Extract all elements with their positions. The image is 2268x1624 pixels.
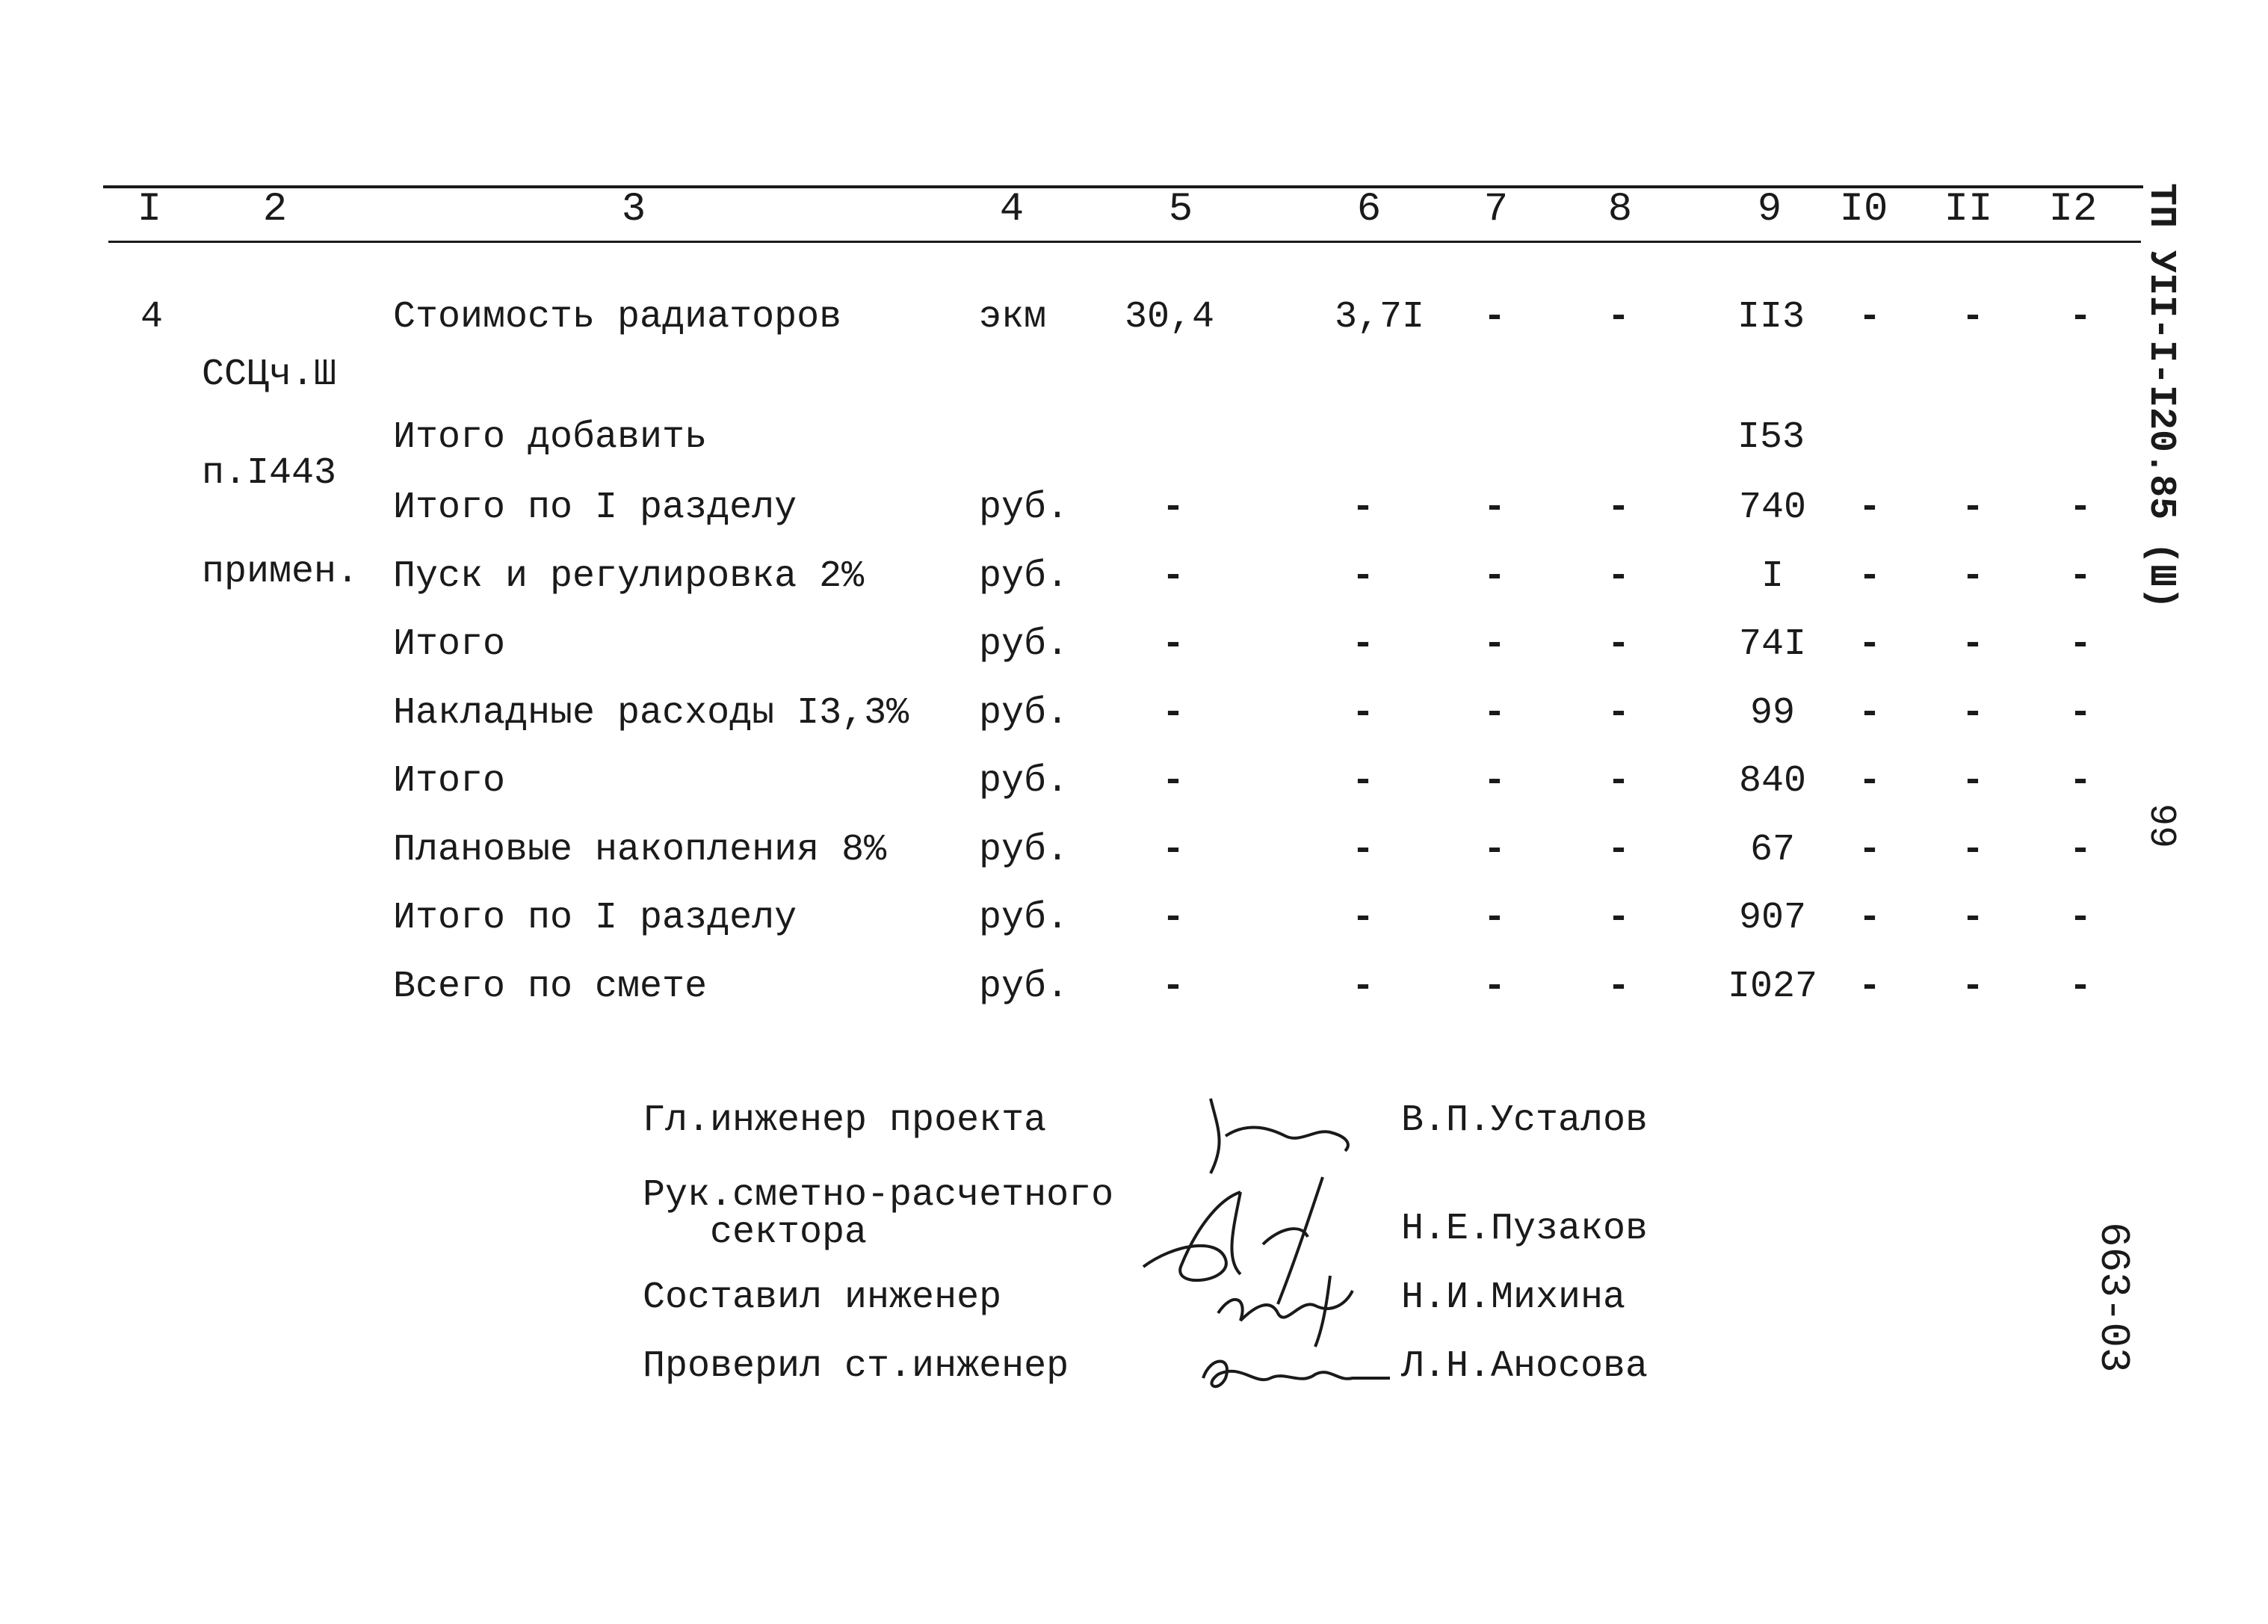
row-c5: - [1161, 555, 1185, 598]
row-c11: - [1961, 760, 1985, 803]
reference-line: п.I443 [202, 452, 337, 495]
row-c7: - [1483, 966, 1507, 1008]
document-code: ТП УII-I-I20.85 (Ш) [2139, 183, 2182, 610]
table-row [0, 416, 2137, 475]
row-c10: - [1858, 829, 1882, 871]
row-c11: - [1961, 829, 1985, 871]
signature-name: Л.Н.Аносова [1401, 1345, 1649, 1388]
row-unit: руб. [979, 760, 1069, 803]
row-c11: - [1961, 966, 1985, 1008]
row-c11: - [1961, 555, 1985, 598]
row-c9: 840 [1738, 760, 1807, 803]
row-name: Плановые накопления 8% [393, 829, 887, 871]
row-c9: I027 [1727, 966, 1818, 1008]
row-name: Пуск и регулировка 2% [393, 555, 865, 598]
row-name: Стоимость радиаторов [393, 296, 842, 339]
row-c5: - [1161, 487, 1185, 529]
row-name: Всего по смете [393, 966, 708, 1008]
row-c9: 67 [1749, 829, 1796, 871]
row-c9: 74I [1738, 623, 1807, 666]
row-c8: - [1607, 897, 1631, 939]
header-col-3: 3 [621, 187, 646, 232]
row-c9: 99 [1749, 692, 1796, 735]
row-c7: - [1483, 555, 1507, 598]
row-c11: - [1961, 897, 1985, 939]
row-name: Итого [393, 623, 506, 666]
header-col-4: 4 [999, 187, 1025, 232]
album-code: 663-03 [2089, 1222, 2137, 1373]
table-row [0, 551, 2137, 614]
row-c12: - [2068, 760, 2092, 803]
row-c8: - [1607, 296, 1631, 339]
row-c6: - [1351, 487, 1375, 529]
row-c6: - [1351, 692, 1375, 735]
row-c8: - [1607, 829, 1631, 871]
row-unit: руб. [979, 623, 1069, 666]
header-col-2: 2 [262, 187, 288, 232]
header-col-5: 5 [1168, 187, 1193, 232]
table-row [0, 759, 2137, 819]
row-unit: экм [979, 296, 1047, 339]
row-c6: - [1351, 760, 1375, 803]
table-row [0, 965, 2137, 1025]
table-top-rule [103, 185, 2143, 188]
header-col-9: 9 [1757, 187, 1782, 232]
row-name: Итого добавить [393, 416, 708, 459]
row-c10: - [1858, 692, 1882, 735]
row-c12: - [2068, 296, 2092, 339]
row-c7: - [1483, 692, 1507, 735]
table-header-rule [108, 241, 2141, 243]
row-c11: - [1961, 623, 1985, 666]
row-number: 4 [140, 296, 164, 339]
header-col-6: 6 [1356, 187, 1382, 232]
signature-scribble [1188, 1341, 1412, 1415]
table-row [0, 691, 2137, 751]
row-c5: - [1161, 623, 1185, 666]
row-name: Итого по I разделу [393, 487, 797, 529]
row-c8: - [1607, 623, 1631, 666]
row-c8: - [1607, 966, 1631, 1008]
row-c6: - [1351, 623, 1375, 666]
row-c6: - [1351, 829, 1375, 871]
signature-name: В.П.Усталов [1401, 1099, 1649, 1142]
row-c10: - [1858, 487, 1882, 529]
row-c7: - [1483, 623, 1507, 666]
row-c12: - [2068, 555, 2092, 598]
signature-name: Н.Е.Пузаков [1401, 1208, 1649, 1250]
row-c5: 30,4 [1124, 296, 1215, 339]
row-c12: - [2068, 692, 2092, 735]
row-c8: - [1607, 760, 1631, 803]
header-col-8: 8 [1607, 187, 1633, 232]
row-c5: - [1161, 829, 1185, 871]
table-row [0, 896, 2137, 956]
header-col-1: I [137, 187, 162, 232]
row-c8: - [1607, 487, 1631, 529]
row-c12: - [2068, 897, 2092, 939]
table-row [0, 486, 2137, 546]
row-name: Итого [393, 760, 506, 803]
row-c6: - [1351, 555, 1375, 598]
row-c9: 907 [1738, 897, 1807, 939]
row-c10: - [1858, 966, 1882, 1008]
row-c12: - [2068, 623, 2092, 666]
row-unit: руб. [979, 692, 1069, 735]
row-c11: - [1961, 296, 1985, 339]
page-number: 99 [2139, 803, 2182, 849]
signature-title: Гл.инженер проекта [643, 1099, 1047, 1142]
row-c7: - [1483, 296, 1507, 339]
signature-title: Составил инженер [643, 1276, 1002, 1319]
header-col-12: I2 [2048, 187, 2098, 232]
row-c12: - [2068, 487, 2092, 529]
row-c8: - [1607, 692, 1631, 735]
row-name: Накладные расходы I3,3% [393, 692, 909, 735]
row-c10: - [1858, 897, 1882, 939]
row-c5: - [1161, 760, 1185, 803]
row-c12: - [2068, 966, 2092, 1008]
header-col-10: I0 [1839, 187, 1888, 232]
row-c5: - [1161, 897, 1185, 939]
row-c9: I [1761, 555, 1785, 598]
row-c6: - [1351, 966, 1375, 1008]
row-c10: - [1858, 555, 1882, 598]
row-c10: - [1858, 760, 1882, 803]
signature-title: Рук.сметно-расчетного сектора [643, 1174, 1114, 1254]
header-col-7: 7 [1483, 187, 1509, 232]
row-unit: руб. [979, 555, 1069, 598]
row-c11: - [1961, 487, 1985, 529]
row-c12: - [2068, 829, 2092, 871]
reference-line: примен. [202, 551, 359, 593]
row-c7: - [1483, 829, 1507, 871]
row-c8: - [1607, 555, 1631, 598]
row-c10: - [1858, 623, 1882, 666]
row-c5: - [1161, 966, 1185, 1008]
table-row [0, 828, 2137, 888]
row-c11: - [1961, 692, 1985, 735]
row-c5: - [1161, 692, 1185, 735]
row-c6: 3,7I [1334, 296, 1425, 339]
header-col-11: II [1944, 187, 1993, 232]
row-c9: 740 [1738, 487, 1807, 529]
signature-scribble [1203, 1261, 1427, 1350]
row-c6: - [1351, 897, 1375, 939]
row-c9: II3 [1737, 296, 1805, 339]
table-row [0, 623, 2137, 682]
row-name: Итого по I разделу [393, 897, 797, 939]
row-c7: - [1483, 487, 1507, 529]
row-c7: - [1483, 897, 1507, 939]
row-c7: - [1483, 760, 1507, 803]
row-unit: руб. [979, 829, 1069, 871]
reference-line: ССЦч.Ш [202, 353, 337, 396]
row-unit: руб. [979, 897, 1069, 939]
signature-name: Н.И.Михина [1401, 1276, 1626, 1319]
row-c9: I53 [1737, 416, 1805, 459]
row-c10: - [1858, 296, 1882, 339]
signature-title: Проверил ст.инженер [643, 1345, 1069, 1388]
row-unit: руб. [979, 487, 1069, 529]
row-unit: руб. [979, 966, 1069, 1008]
